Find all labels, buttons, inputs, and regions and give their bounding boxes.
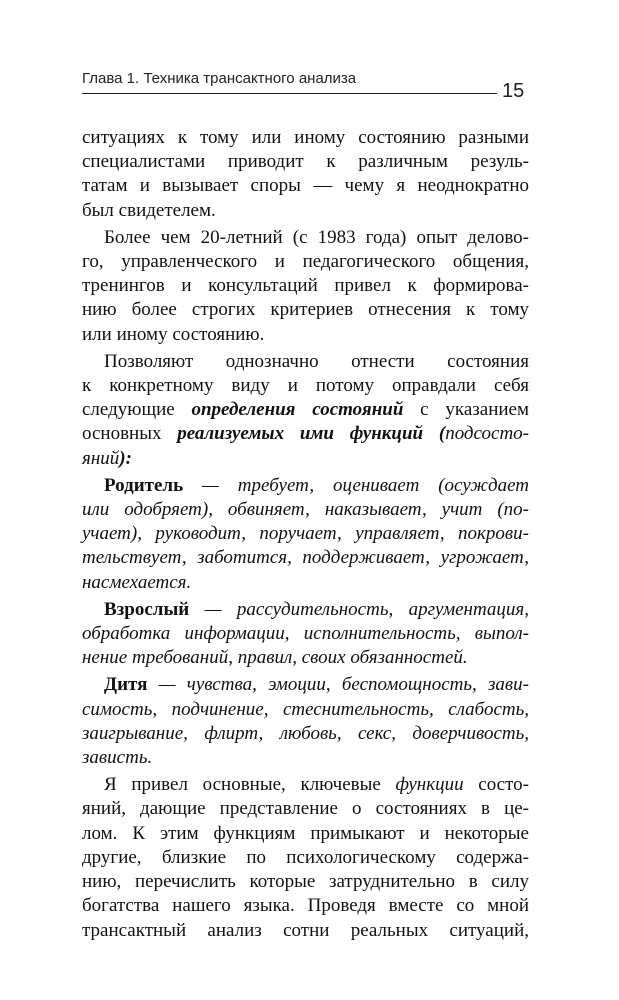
text-line: учает), руководит, поручает, управляет, покрови-	[82, 523, 529, 545]
definition-adult	[82, 598, 529, 671]
text-line	[82, 598, 529, 622]
body-text	[82, 126, 529, 943]
text-line: яний, дающие представление о состояниях в це-	[82, 798, 529, 820]
term-child: Дитя	[104, 674, 148, 696]
text-line: го, управленческого и педагогического общения,	[82, 251, 529, 273]
emphasis-functions-word: функции	[395, 774, 464, 796]
text-line: другие, близкие по психологическому содержа-	[82, 846, 529, 868]
text-run: — чувства, эмоции, беспомощность, зави-	[147, 674, 529, 696]
text-run: — рассудительность, аргументация,	[189, 598, 529, 620]
emphasis-functions: реализуемых ими функций (	[177, 423, 446, 445]
text-line: Более чем 20-летний (с 1983 года) опыт делово-	[104, 226, 529, 248]
text-line: Позволяют однозначно отнести состояния	[104, 350, 529, 372]
text-line: был свидетелем.	[82, 199, 216, 221]
text-line: обработка информации, исполнительность, выпол-	[82, 623, 529, 645]
text-line: насмехается.	[82, 571, 192, 593]
text-line	[82, 398, 529, 422]
text-line: ситуациях к тому или иному состоянию разными	[82, 127, 529, 148]
text-line: зависть.	[82, 747, 153, 769]
text-line: к конкретному виду и потому оправдали себя	[82, 375, 529, 397]
text-line: симость, подчинение, стеснительность, слабость,	[82, 698, 529, 720]
text-line: лом. К этим функциям примыкают и некоторые	[82, 822, 529, 844]
text-line: тельствует, заботится, поддерживает, угрожает,	[82, 547, 529, 569]
term-adult: Взрослый	[104, 598, 190, 620]
paragraph-3	[82, 350, 529, 471]
text-line	[82, 773, 529, 797]
text-run: основных	[82, 423, 178, 445]
text-run: с указанием	[403, 399, 529, 421]
text-line: тренингов и консультаций привел к формирова-	[82, 275, 529, 297]
running-head: Глава 1. Техника трансактного анализа	[82, 70, 357, 87]
text-line	[82, 447, 529, 471]
paragraph-1	[82, 126, 529, 223]
text-run: следующие	[82, 399, 192, 421]
text-line: специалистами приводит к различным резуль-	[82, 151, 529, 173]
text-run: ):	[119, 447, 132, 469]
text-line: или иному состоянию.	[82, 323, 265, 345]
text-run: — требует, оценивает (осуждает	[183, 474, 529, 496]
paragraph-7	[82, 773, 529, 942]
text-line: заигрывание, флирт, любовь, секс, доверчивость,	[82, 722, 529, 744]
page-number: 15	[502, 80, 525, 102]
text-line: трансактный анализ сотни реальных ситуаций,	[82, 919, 529, 941]
text-line	[82, 673, 529, 697]
text-line	[82, 474, 529, 498]
text-run: состо-	[463, 774, 529, 796]
term-parent: Родитель	[104, 474, 184, 496]
text-run: Я привел основные, ключевые	[104, 774, 396, 796]
text-line: нию, перечислить которые затруднительно в силу	[82, 871, 529, 893]
text-line	[82, 422, 529, 446]
paragraph-2	[82, 226, 529, 347]
header-rule	[82, 93, 497, 94]
text-line: богатства нашего языка. Проведя вместе со мной	[82, 895, 529, 917]
text-run: подсосто-	[445, 423, 529, 445]
text-run: яний	[82, 447, 120, 469]
text-line: татам и вызывает споры — чему я неоднократно	[82, 175, 529, 197]
text-line: или одобряет), обвиняет, наказывает, учит (по-	[82, 499, 529, 521]
definition-child	[82, 673, 529, 770]
text-line: нение требований, правил, своих обязанностей.	[82, 647, 468, 669]
emphasis-definitions: определения состояний	[191, 399, 404, 421]
text-line: нию более строгих критериев отнесения к тому	[82, 299, 529, 321]
definition-parent	[82, 474, 529, 595]
